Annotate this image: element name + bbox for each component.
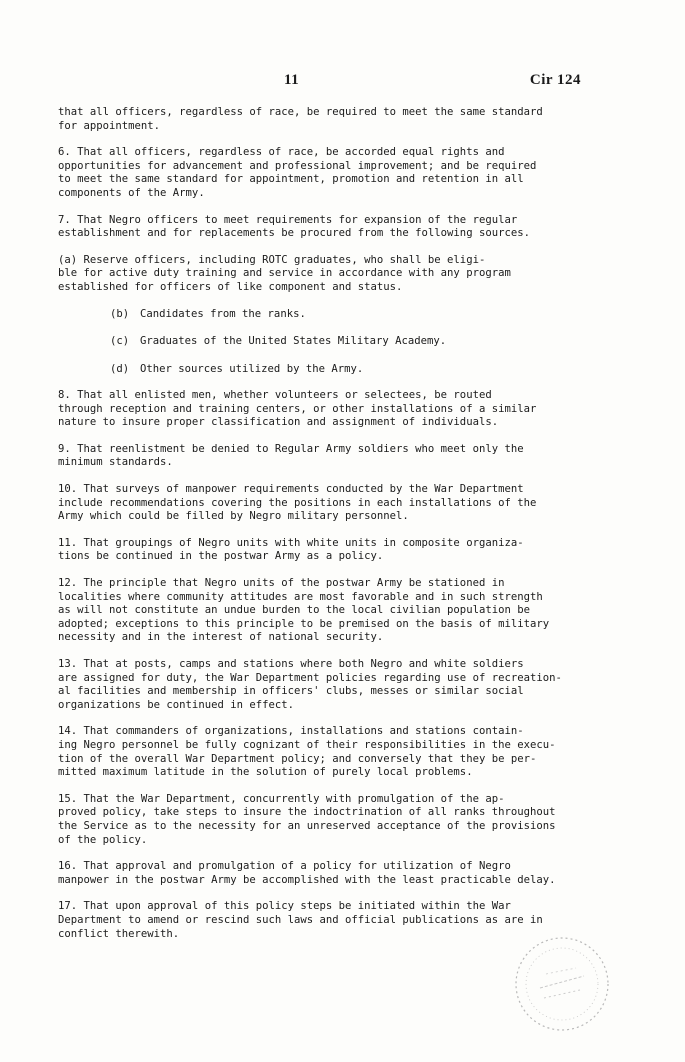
document-body [58,106,590,954]
source-item-c [58,322,590,349]
paragraph-11: 11. That groupings of Negro units with white units in composite organiza- tions be continued in the postwar Army as a policy. [58,536,524,563]
faded-stamp-seal [510,932,614,1036]
paragraph-16: 16. That approval and promulgation of a policy for utilization of Negro manpower in the postwar Army be accomplished with the least practicable delay. [58,860,556,886]
source-item-label: (d) [110,362,130,375]
source-item-text: Other sources utilized by the Army. [140,362,364,375]
paragraph-7: 7. That Negro officers to meet requirements for expansion of the regular establishment and for replacements be procured from the following sources. [58,213,530,240]
paragraph-15: 15. That the War Department, concurrently with promulgation of the ap- proved policy, take steps to insure the indoctrination of all ranks throughout the Service as to the necessity for an unreserved acceptance of the provisions of the policy. [58,792,556,846]
paragraph-8: 8. That all enlisted men, whether volunteers or selectees, be routed through reception and training centers, or other installations of a similar nature to insure proper classification and assignment of individuals. [58,389,537,429]
paragraph-12: 12. The principle that Negro units of the postwar Army be stationed in localities where community attitudes are most favorable and in such strength as will not constitute an undue burden to the local civilian population be adopted; exceptions to this principle to be premised on the basis of military necessity and in the interest of national security. [58,577,550,644]
source-item-text: Graduates of the United States Military Academy. [140,335,447,348]
paragraph-6: 6. That all officers, regardless of race, be accorded equal rights and opportunities for advancement and professional improvement; and be required to meet the same standard for appointment, promotion and retention in all components of the Army. [58,146,537,199]
source-item-label: (b) [110,308,130,321]
circular-number: Cir 124 [529,72,581,88]
paragraph-13: 13. That at posts, camps and stations where both Negro and white soldiers are assigned for duty, the War Department policies regarding use of recreation- al facilities and membership in officers' clubs, messes or similar social organizations be continued in effect. [58,658,562,711]
officer-sources-list [58,254,590,376]
source-item-d [58,349,590,376]
source-item-a: (a) Reserve officers, including ROTC graduates, who shall be eligi- ble for active duty training and service in accordance with any program established for officers of like component and status. [58,253,511,293]
source-item-text: Candidates from the ranks. [140,308,306,321]
paragraph-17: 17. That upon approval of this policy steps be initiated within the War Department to amend or rescind such laws and official publications as are in conflict therewith. [58,900,543,940]
source-item-label: (c) [110,335,130,348]
paragraph-14: 14. That commanders of organizations, installations and stations contain- ing Negro personnel be fully cognizant of their responsibilities in the execu- tion of the overall War Department policy; and conversely that they be per- mitted maximum latitude in the solution of purely local problems. [58,725,556,779]
paragraph-9: 9. That reenlistment be denied to Regular Army soldiers who meet only the minimum standards. [58,442,524,469]
source-item-b [58,295,590,322]
page-number: 11 [284,72,300,88]
paragraph-10: 10. That surveys of manpower requirements conducted by the War Department include recommendations covering the positions in each installations of the Army which could be filled by Negro military personnel. [58,483,537,523]
paragraph-continuation: that all officers, regardless of race, be required to meet the same standard for appointment. [58,106,543,132]
